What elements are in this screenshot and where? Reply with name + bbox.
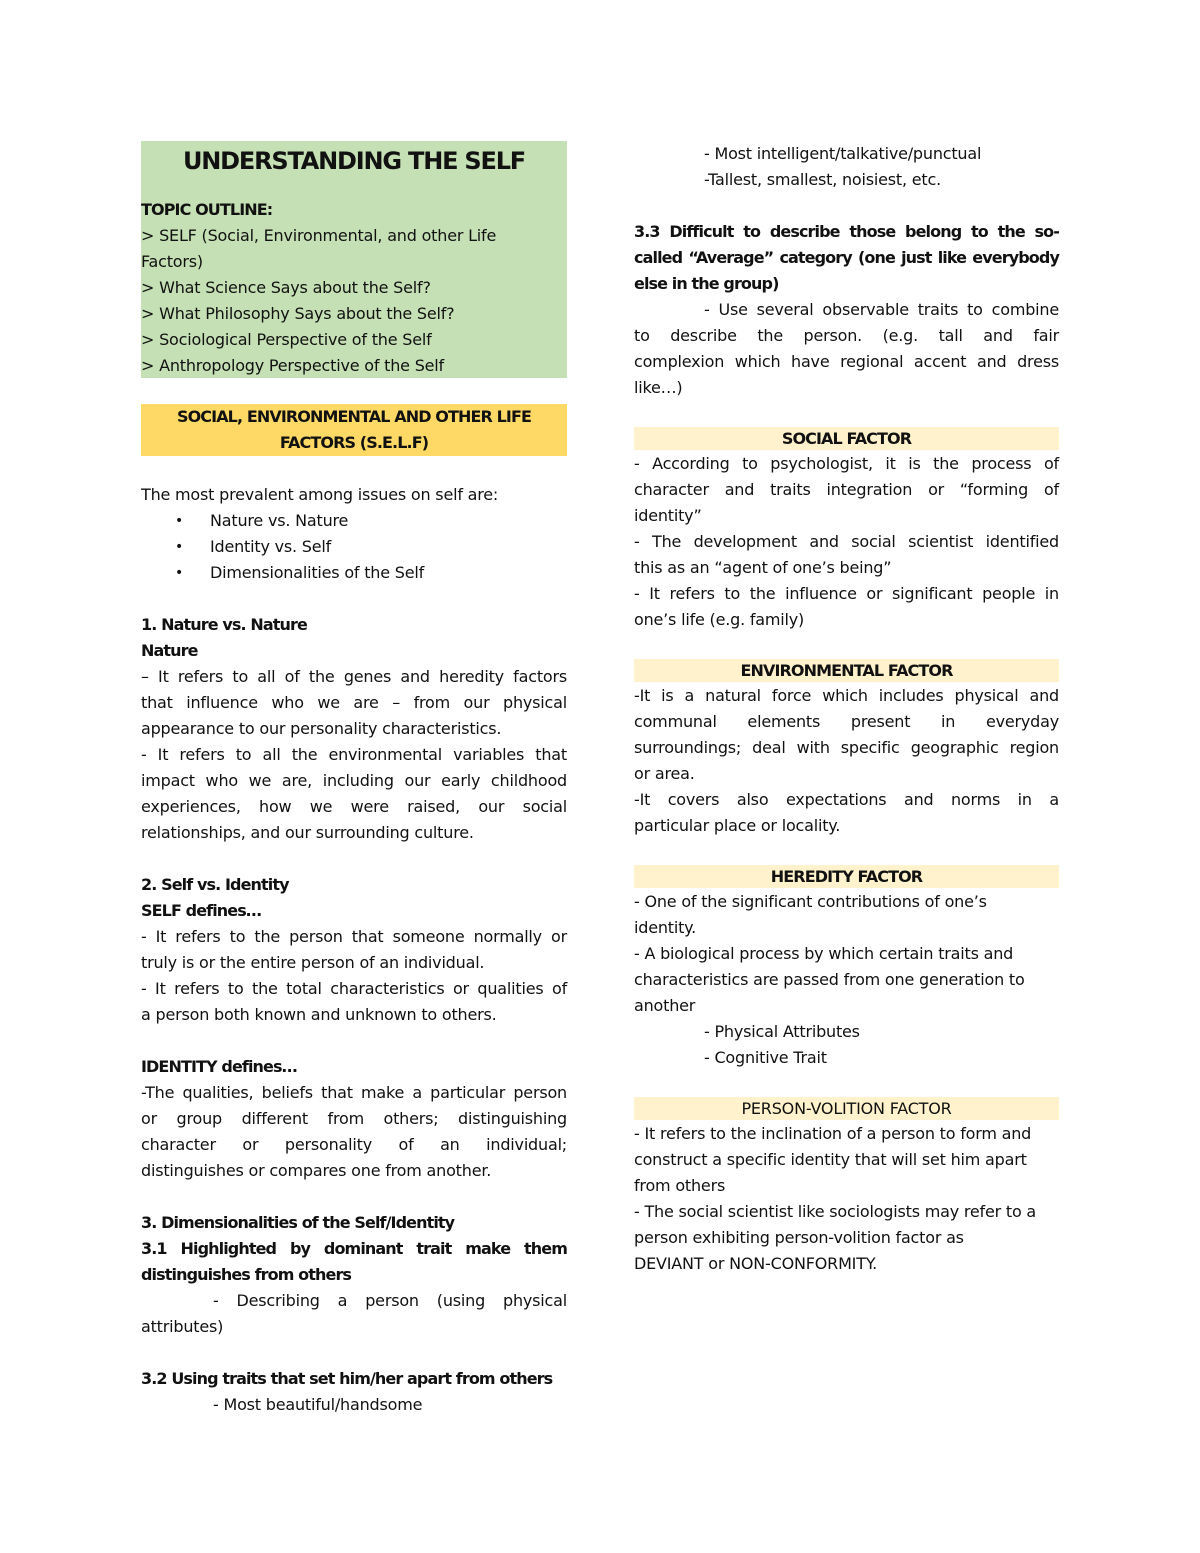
list-item: • Identity vs. Self xyxy=(141,534,567,560)
paragraph-line: appearance to our personality characteristics. xyxy=(141,719,502,738)
outline-line: > Anthropology Perspective of the Self xyxy=(141,356,444,375)
paragraph-line: - One of the significant contributions of one’s xyxy=(634,892,987,911)
section-2-heading: 2. Self vs. Identity xyxy=(141,875,289,894)
self-heading-line: FACTORS (S.E.L.F) xyxy=(279,433,429,452)
list-item: - Physical Attributes xyxy=(704,1022,860,1041)
paragraph-line: attributes) xyxy=(141,1317,224,1336)
intro-text: The most prevalent among issues on self are: xyxy=(141,485,499,504)
paragraph-line: to describe the person. (e.g. tall and fair xyxy=(634,326,1059,345)
subsection-3-1-heading: distinguishes from others xyxy=(141,1265,352,1284)
self-heading-line: SOCIAL, ENVIRONMENTAL AND OTHER LIFE xyxy=(176,407,532,426)
left-column xyxy=(141,141,567,1418)
paragraph-line: communal elements present in everyday xyxy=(634,712,1059,731)
paragraph-line: - Describing a person (using physical xyxy=(213,1291,567,1310)
paragraph-line: surroundings; deal with specific geographic region xyxy=(634,738,1059,757)
paragraph-line: one’s life (e.g. family) xyxy=(634,610,805,629)
paragraph-line: - It refers to the influence or significant people in xyxy=(634,584,1059,603)
self-section-heading xyxy=(141,404,567,456)
outline-heading: TOPIC OUTLINE: xyxy=(141,200,273,219)
paragraph-line: a person both known and unknown to others. xyxy=(141,1005,497,1024)
document-title: UNDERSTANDING THE SELF xyxy=(183,147,525,175)
social-factor-heading: SOCIAL FACTOR xyxy=(634,427,1059,450)
topic-outline-box xyxy=(141,141,567,378)
section-1-heading: 1. Nature vs. Nature xyxy=(141,615,307,634)
list-item: - Most intelligent/talkative/punctual xyxy=(704,144,982,163)
heredity-factor-heading: HEREDITY FACTOR xyxy=(634,865,1059,888)
paragraph-line: construct a specific identity that will set him apart xyxy=(634,1150,1027,1169)
paragraph-line: or group different from others; distinguishing xyxy=(141,1109,567,1128)
subsection-3-1-heading: 3.1 Highlighted by dominant trait make them xyxy=(141,1239,567,1258)
paragraph-line: - The development and social scientist identified xyxy=(634,532,1059,551)
paragraph-line: like…) xyxy=(634,378,683,397)
outline-line: Factors) xyxy=(141,252,203,271)
paragraph-line: - It refers to the person that someone normally or xyxy=(141,927,567,946)
paragraph-line: from others xyxy=(634,1176,726,1195)
paragraph-line: impact who we are, including our early childhood xyxy=(141,771,567,790)
list-item: -Tallest, smallest, noisiest, etc. xyxy=(704,170,941,189)
outline-line: > SELF (Social, Environmental, and other Life xyxy=(141,226,497,245)
paragraph-line: identity. xyxy=(634,918,697,937)
paragraph-line: identity” xyxy=(634,506,702,525)
paragraph-line: -It is a natural force which includes physical and xyxy=(634,686,1059,705)
list-item: • Nature vs. Nature xyxy=(141,508,567,534)
outline-line: > Sociological Perspective of the Self xyxy=(141,330,432,349)
paragraph-line: characteristics are passed from one generation to xyxy=(634,970,1025,989)
section-3-heading: 3. Dimensionalities of the Self/Identity xyxy=(141,1213,455,1232)
outline-line: > What Philosophy Says about the Self? xyxy=(141,304,455,323)
environmental-factor-heading: ENVIRONMENTAL FACTOR xyxy=(634,659,1059,682)
identity-defines-subheading: IDENTITY defines… xyxy=(141,1057,297,1076)
list-item: - Cognitive Trait xyxy=(704,1048,827,1067)
paragraph-line: - It refers to the inclination of a person to form and xyxy=(634,1124,1032,1143)
list-item: - Most beautiful/handsome xyxy=(213,1395,423,1414)
paragraph-line: or area. xyxy=(634,764,695,783)
person-volition-factor-heading: PERSON-VOLITION FACTOR xyxy=(634,1097,1059,1120)
paragraph-line: - According to psychologist, it is the process of xyxy=(634,454,1059,473)
subsection-3-3-heading: else in the group) xyxy=(634,274,779,293)
paragraph-line: - Use several observable traits to combine xyxy=(704,300,1059,319)
paragraph-line: -It covers also expectations and norms in a xyxy=(634,790,1059,809)
paragraph-line: - It refers to the total characteristics or qualities of xyxy=(141,979,567,998)
paragraph-line: - The social scientist like sociologists may refer to a xyxy=(634,1202,1037,1221)
paragraph-line: - A biological process by which certain traits and xyxy=(634,944,1014,963)
paragraph-line: relationships, and our surrounding culture. xyxy=(141,823,474,842)
paragraph-line: person exhibiting person-volition factor as xyxy=(634,1228,964,1247)
paragraph-line: particular place or locality. xyxy=(634,816,841,835)
subsection-3-3-heading: 3.3 Difficult to describe those belong to the so- xyxy=(634,222,1059,241)
paragraph-line: -The qualities, beliefs that make a particular person xyxy=(141,1083,567,1102)
paragraph-line: truly is or the entire person of an individual. xyxy=(141,953,485,972)
paragraph-line: this as an “agent of one’s being” xyxy=(634,558,892,577)
paragraph-line: that influence who we are – from our physical xyxy=(141,693,567,712)
paragraph-line: complexion which have regional accent and dress xyxy=(634,352,1059,371)
paragraph-line: DEVIANT or NON-CONFORMITY. xyxy=(634,1254,877,1273)
subsection-3-2-heading: 3.2 Using traits that set him/her apart from others xyxy=(141,1369,553,1388)
outline-line: > What Science Says about the Self? xyxy=(141,278,431,297)
issues-list xyxy=(141,508,567,586)
paragraph-line: - It refers to all the environmental variables that xyxy=(141,745,567,764)
paragraph-line: character and traits integration or “forming of xyxy=(634,480,1059,499)
paragraph-line: distinguishes or compares one from another. xyxy=(141,1161,492,1180)
self-defines-subheading: SELF defines… xyxy=(141,901,261,920)
paragraph-line: – It refers to all of the genes and heredity factors xyxy=(141,667,567,686)
paragraph-line: experiences, how we were raised, our social xyxy=(141,797,567,816)
list-item: • Dimensionalities of the Self xyxy=(141,560,567,586)
paragraph-line: another xyxy=(634,996,696,1015)
section-1-subheading: Nature xyxy=(141,641,198,660)
subsection-3-3-heading: called “Average” category (one just like everybody xyxy=(634,248,1059,267)
right-column xyxy=(634,141,1059,1277)
paragraph-line: character or personality of an individual; xyxy=(141,1135,567,1154)
